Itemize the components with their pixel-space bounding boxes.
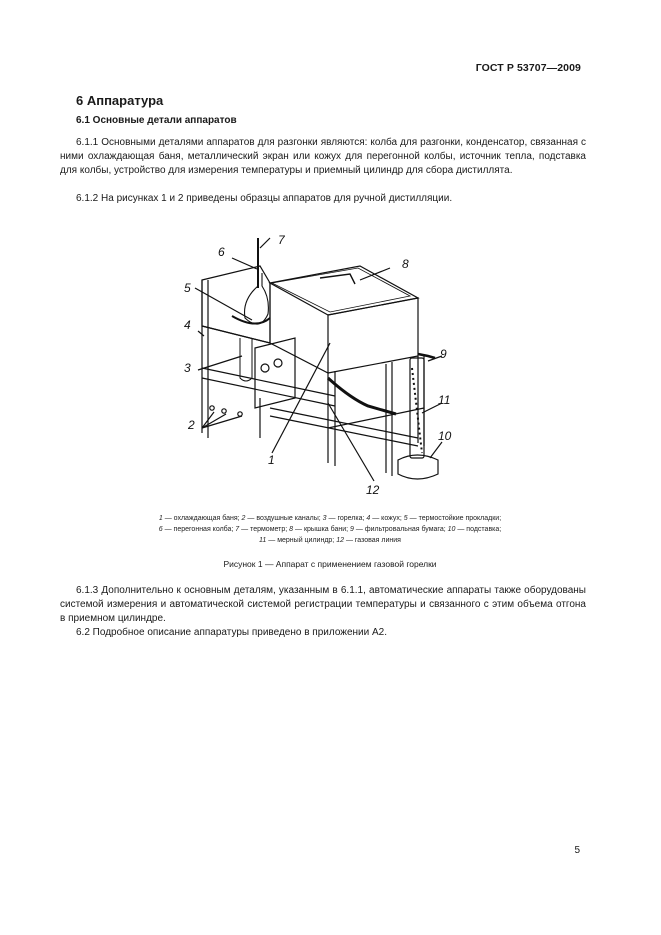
callout-7: 7 xyxy=(278,233,285,247)
callout-5: 5 xyxy=(184,281,191,295)
callout-12: 12 xyxy=(366,483,380,497)
burner xyxy=(240,338,252,381)
paragraph-6-1-1: 6.1.1 Основными деталями аппаратов для разгонки являются: колба для разгонки, конденсатор, связанная с ними охлаждающая баня, металлический экран или кожух для перегонной колбы, источник тепла, подставка для колбы, устройство для измерения температуры и приемный цилиндр для сбора дистиллята. xyxy=(60,137,586,176)
callout-9: 9 xyxy=(440,347,447,361)
callout-3: 3 xyxy=(184,361,191,375)
callout-4: 4 xyxy=(184,318,191,332)
callout-6: 6 xyxy=(218,245,225,259)
figure-legend-line-3: 11 — мерный цилиндр; 12 — газовая линия xyxy=(259,537,401,544)
apparatus-figure xyxy=(160,228,490,500)
paragraph-6-1-3: 6.1.3 Дополнительно к основным деталям, указанным в 6.1.1, автоматические аппараты также оборудованы системой измерения и автоматической системой регистрации температуры и связанного с этим объема отгона в приемном цилиндре. xyxy=(60,585,586,624)
section-title: 6 Аппаратура xyxy=(76,93,164,108)
figure-legend-line-2: 6 — перегонная колба; 7 — термометр; 8 — крышка бани; 9 — фильтровальная бумага; 10 — подставка; xyxy=(158,526,502,533)
figure-legend-line-1: 1 — охлаждающая баня; 2 — воздушные каналы; 3 — горелка; 4 — кожух; 5 — термостойкие прокладки; xyxy=(158,515,502,522)
callout-10: 10 xyxy=(438,429,452,443)
paragraph-6-1-2: 6.1.2 На рисунках 1 и 2 приведены образцы аппаратов для ручной дистилляции. xyxy=(76,193,453,204)
distillation-flask xyxy=(245,273,269,324)
callout-8: 8 xyxy=(402,257,409,271)
paragraph-6-2: 6.2 Подробное описание аппаратуры приведено в приложении А2. xyxy=(76,627,388,638)
standard-header: ГОСТ Р 53707—2009 xyxy=(475,62,581,74)
cylinder-stand xyxy=(398,455,438,479)
legend-num: 1 xyxy=(158,515,163,522)
bath-top xyxy=(270,266,418,315)
callout-2: 2 xyxy=(188,418,195,432)
burner-door xyxy=(255,338,295,408)
figure-caption: Рисунок 1 — Аппарат с применением газовой горелки xyxy=(223,559,437,569)
callout-11: 11 xyxy=(438,393,451,407)
callout-1: 1 xyxy=(268,453,275,467)
subsection-title: 6.1 Основные детали аппаратов xyxy=(76,115,237,126)
bath-side xyxy=(328,298,418,373)
lid-handle xyxy=(320,274,355,284)
shield xyxy=(202,266,270,343)
page-number: 5 xyxy=(574,845,580,856)
